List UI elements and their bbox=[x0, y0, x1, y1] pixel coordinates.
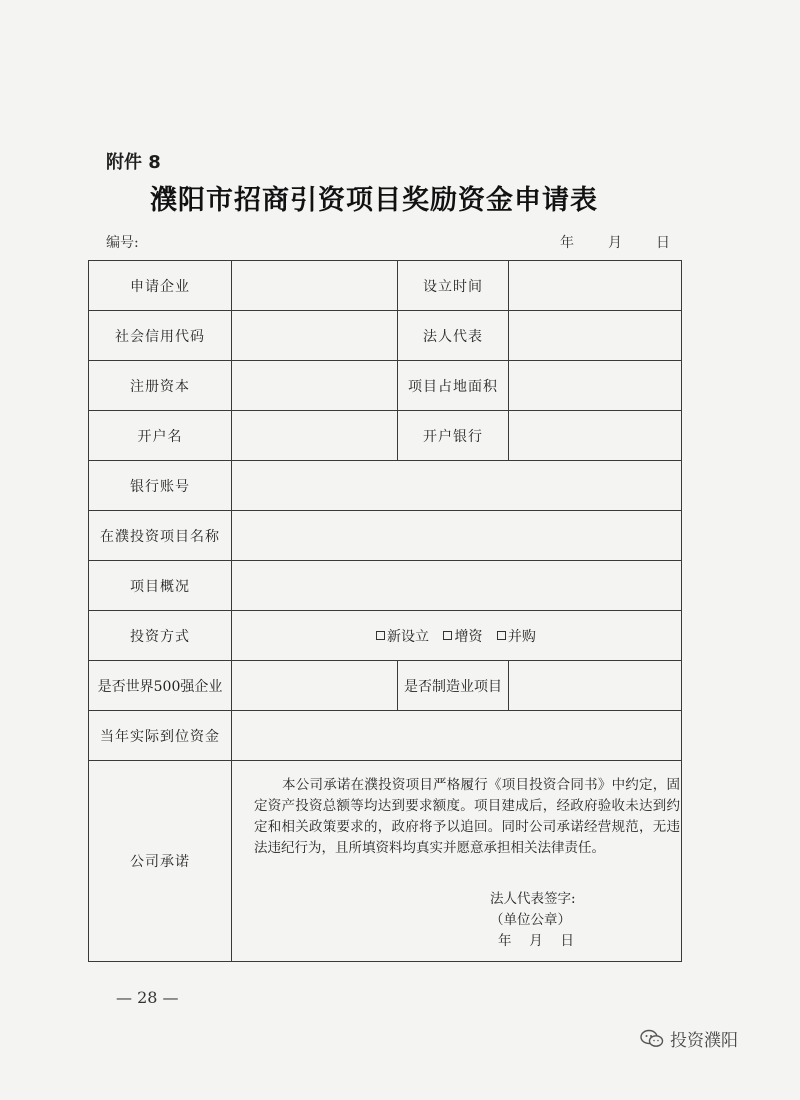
bank-account-label: 银行账号 bbox=[89, 461, 232, 511]
investment-method-label: 投资方式 bbox=[89, 611, 232, 661]
application-form-table bbox=[88, 260, 682, 962]
wechat-icon bbox=[640, 1029, 664, 1049]
table-row bbox=[89, 461, 682, 511]
credit-code-field[interactable] bbox=[232, 311, 398, 361]
account-name-label: 开户名 bbox=[89, 411, 232, 461]
bank-field[interactable] bbox=[509, 411, 682, 461]
table-row bbox=[89, 711, 682, 761]
watermark-text: 投资濮阳 bbox=[670, 1031, 738, 1051]
form-title: 濮阳市招商引资项目奖励资金申请表 bbox=[150, 185, 598, 216]
established-time-label: 设立时间 bbox=[398, 261, 509, 311]
option-new[interactable] bbox=[376, 629, 429, 645]
applicant-company-field[interactable] bbox=[232, 261, 398, 311]
date-month: 月 bbox=[608, 235, 622, 251]
option-capital-increase-label: 增资 bbox=[454, 628, 483, 645]
project-overview-label: 项目概况 bbox=[89, 561, 232, 611]
commitment-cell bbox=[232, 761, 682, 962]
checkbox-icon[interactable] bbox=[376, 631, 385, 640]
option-acquisition-label: 并购 bbox=[507, 628, 536, 645]
commitment-text: 本公司承诺在濮投资项目严格履行《项目投资合同书》中约定，固定资产投资总额等均达到要求额度。项目建成后，经政府验收未达到约定和相关政策要求的，政府将予以追回。同时公司承诺经营规范，无违法违纪行为，且所填资料均真实并愿意承担相关法律责任。 bbox=[254, 777, 680, 856]
applicant-company-label: 申请企业 bbox=[89, 261, 232, 311]
legal-representative-field[interactable] bbox=[509, 311, 682, 361]
table-row bbox=[89, 411, 682, 461]
fortune500-label: 是否世界500强企业 bbox=[89, 661, 232, 711]
sign-date-year: 年 bbox=[498, 933, 512, 949]
seal-label: （单位公章） bbox=[490, 912, 571, 928]
serial-number-label: 编号: bbox=[106, 235, 139, 251]
actual-funds-label: 当年实际到位资金 bbox=[89, 711, 232, 761]
wechat-watermark bbox=[640, 1026, 738, 1051]
signature-label: 法人代表签字: bbox=[490, 891, 576, 907]
date-year: 年 bbox=[560, 235, 574, 251]
investment-method-options bbox=[232, 611, 682, 661]
land-area-label: 项目占地面积 bbox=[398, 361, 509, 411]
registered-capital-label: 注册资本 bbox=[89, 361, 232, 411]
checkbox-icon[interactable] bbox=[443, 631, 452, 640]
option-new-label: 新设立 bbox=[387, 628, 429, 645]
project-overview-field[interactable] bbox=[232, 561, 682, 611]
table-row bbox=[89, 361, 682, 411]
registered-capital-field[interactable] bbox=[232, 361, 398, 411]
manufacturing-field[interactable] bbox=[509, 661, 682, 711]
land-area-field[interactable] bbox=[509, 361, 682, 411]
fortune500-field[interactable] bbox=[232, 661, 398, 711]
project-name-label: 在濮投资项目名称 bbox=[89, 511, 232, 561]
attachment-label: 附件 8 bbox=[106, 152, 161, 173]
bank-label: 开户银行 bbox=[398, 411, 509, 461]
account-name-field[interactable] bbox=[232, 411, 398, 461]
bank-account-field[interactable] bbox=[232, 461, 682, 511]
table-row bbox=[89, 261, 682, 311]
table-row bbox=[89, 311, 682, 361]
established-time-field[interactable] bbox=[509, 261, 682, 311]
legal-representative-label: 法人代表 bbox=[398, 311, 509, 361]
table-row bbox=[89, 661, 682, 711]
actual-funds-field[interactable] bbox=[232, 711, 682, 761]
date-day: 日 bbox=[656, 235, 670, 251]
signature-block bbox=[490, 889, 576, 952]
sign-date-day: 日 bbox=[560, 933, 574, 949]
page-number: — 28 — bbox=[116, 988, 179, 1007]
commitment-label: 公司承诺 bbox=[89, 761, 232, 962]
credit-code-label: 社会信用代码 bbox=[89, 311, 232, 361]
table-row bbox=[89, 611, 682, 661]
table-row bbox=[89, 761, 682, 962]
header-date-line bbox=[560, 232, 670, 252]
checkbox-icon[interactable] bbox=[497, 631, 506, 640]
signature-date bbox=[490, 931, 574, 952]
manufacturing-label: 是否制造业项目 bbox=[398, 661, 509, 711]
option-capital-increase[interactable] bbox=[443, 629, 482, 645]
table-row bbox=[89, 511, 682, 561]
project-name-field[interactable] bbox=[232, 511, 682, 561]
table-row bbox=[89, 561, 682, 611]
sign-date-month: 月 bbox=[529, 933, 543, 949]
option-acquisition[interactable] bbox=[497, 629, 536, 645]
